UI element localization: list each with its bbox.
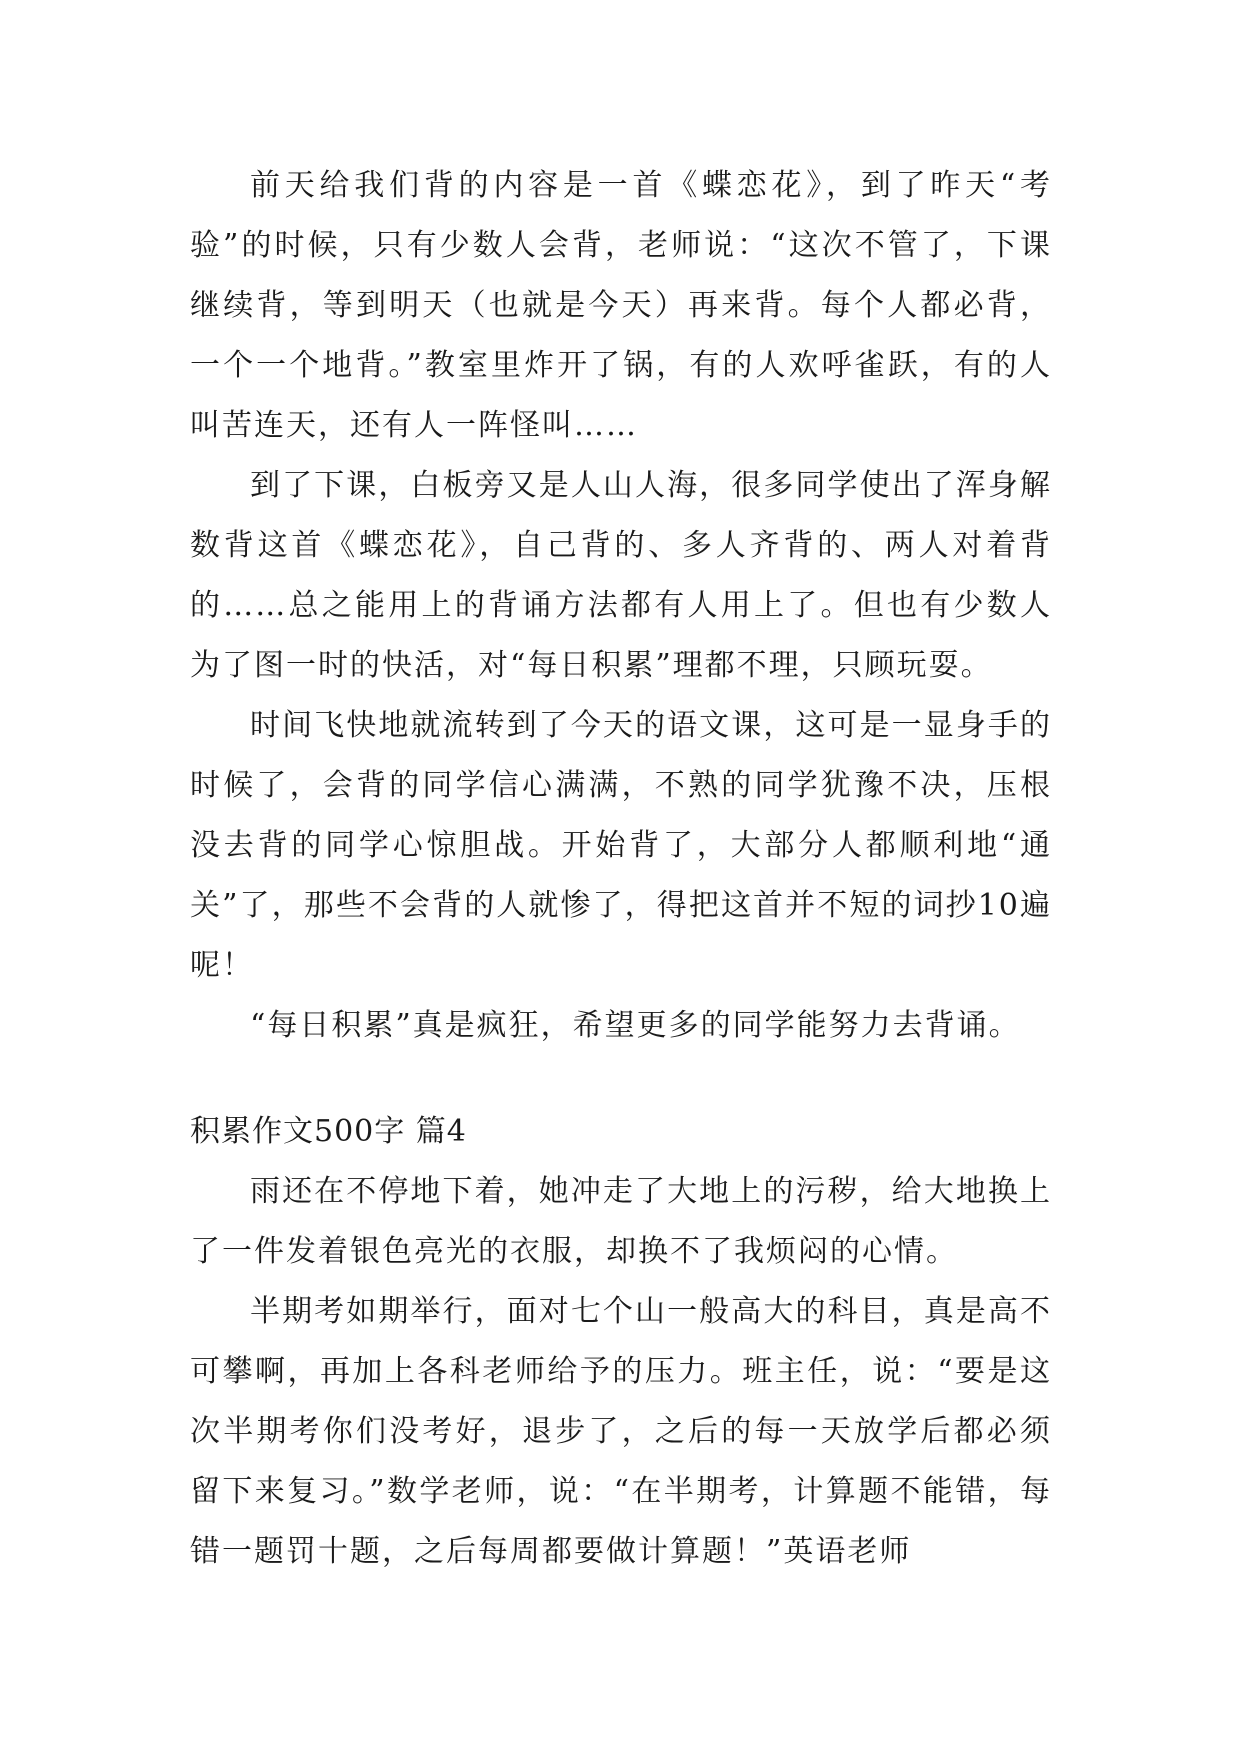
paragraph: 雨还在不停地下着，她冲走了大地上的污秽，给大地换上了一件发着银色亮光的衣服，却换不了我烦闷的心情。 [190, 1174, 1052, 1269]
paragraph: 时间飞快地就流转到了今天的语文课，这可是一显身手的时候了，会背的同学信心满满，不熟的同学犹豫不决，压根没去背的同学心惊胆战。开始背了，大部分人都顺利地“通关”了，那些不会背的人就惨了，得把这首并不短的词抄10遍呢！ [190, 708, 1052, 983]
document-page [190, 156, 1052, 1582]
paragraph: 前天给我们背的内容是一首《蝶恋花》，到了昨天“考验”的时候，只有少数人会背，老师说：“这次不管了，下课继续背，等到明天（也就是今天）再来背。每个人都必背，一个一个地背。”教室里炸开了锅，有的人欢呼雀跃，有的人叫苦连天，还有人一阵怪叫…… [190, 168, 1052, 443]
paragraph: 到了下课，白板旁又是人山人海，很多同学使出了浑身解数背这首《蝶恋花》，自己背的、多人齐背的、两人对着背的……总之能用上的背诵方法都有人用上了。但也有少数人为了图一时的快活，对“每日积累”理都不理，只顾玩耍。 [190, 468, 1052, 683]
paragraph: 半期考如期举行，面对七个山一般高大的科目，真是高不可攀啊，再加上各科老师给予的压力。班主任，说：“要是这次半期考你们没考好，退步了，之后的每一天放学后都必须留下来复习。”数学老师，说：“在半期考，计算题不能错，每错一题罚十题，之后每周都要做计算题！”英语老师 [190, 1294, 1052, 1569]
section-heading: 积累作文500字 篇4 [190, 1114, 467, 1149]
paragraph: “每日积累”真是疯狂，希望更多的同学能努力去背诵。 [250, 1008, 1021, 1043]
